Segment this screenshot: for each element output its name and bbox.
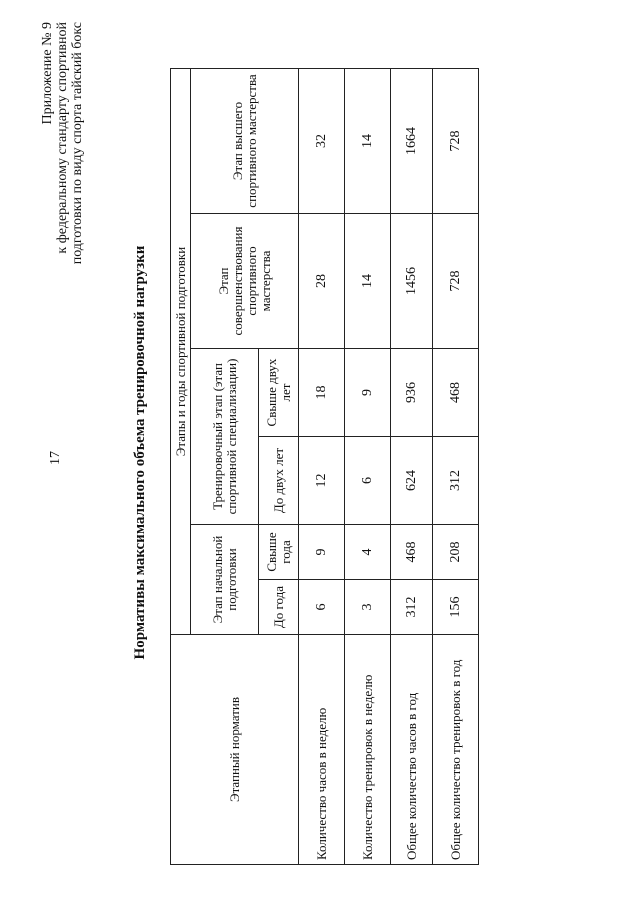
page-number: 17 (48, 451, 63, 465)
row-label: Общее количество часов в год (391, 635, 433, 865)
sub-over-two-years: Свыше двух лет (259, 349, 299, 437)
cell-value: 12 (299, 437, 345, 525)
appendix-line-3: подготовки по виду спорта тайский бокс (70, 22, 85, 265)
cell-value: 936 (391, 349, 433, 437)
row-label: Общее количество тренировок в год (433, 635, 479, 865)
cell-value: 9 (345, 349, 391, 437)
sub-over-year: Свыше года (259, 525, 299, 580)
table-row (299, 69, 345, 865)
row-label: Количество тренировок в неделю (345, 635, 391, 865)
cell-value: 9 (299, 525, 345, 580)
cell-value: 624 (391, 437, 433, 525)
cell-value: 18 (299, 349, 345, 437)
table-row (345, 69, 391, 865)
cell-value: 208 (433, 525, 479, 580)
header-stages: Этапы и годы спортивной подготовки (171, 69, 191, 635)
cell-value: 32 (299, 69, 345, 214)
sub-up-to-two-years: До двух лет (259, 437, 299, 525)
stage-training: Тренировочный этап (этап спортивной специализации) (191, 349, 259, 525)
cell-value: 468 (391, 525, 433, 580)
norms-table (170, 68, 479, 865)
cell-value: 1664 (391, 69, 433, 214)
cell-value: 3 (345, 580, 391, 635)
cell-value: 6 (299, 580, 345, 635)
header-norm: Этапный норматив (171, 635, 299, 865)
cell-value: 312 (391, 580, 433, 635)
cell-value: 156 (433, 580, 479, 635)
sub-up-to-year: До года (259, 580, 299, 635)
cell-value: 312 (433, 437, 479, 525)
cell-value: 14 (345, 69, 391, 214)
cell-value: 468 (433, 349, 479, 437)
cell-value: 4 (345, 525, 391, 580)
cell-value: 728 (433, 69, 479, 214)
row-label: Количество часов в неделю (299, 635, 345, 865)
table-row (391, 69, 433, 865)
cell-value: 6 (345, 437, 391, 525)
cell-value: 28 (299, 214, 345, 349)
cell-value: 1456 (391, 214, 433, 349)
table-row (433, 69, 479, 865)
document-title: Нормативы максимального объема тренировочной нагрузки (132, 245, 148, 660)
table-header-row (171, 69, 191, 865)
appendix-note (40, 22, 85, 342)
appendix-line-2: к федеральному стандарту спортивной (55, 22, 70, 254)
cell-value: 728 (433, 214, 479, 349)
appendix-line-1: Приложение № 9 (40, 22, 55, 125)
stage-initial: Этап начальной подготовки (191, 525, 259, 635)
stage-improvement: Этап совершенствования спортивного мастерства (191, 214, 299, 349)
stage-highest: Этап высшего спортивного мастерства (191, 69, 299, 214)
cell-value: 14 (345, 214, 391, 349)
